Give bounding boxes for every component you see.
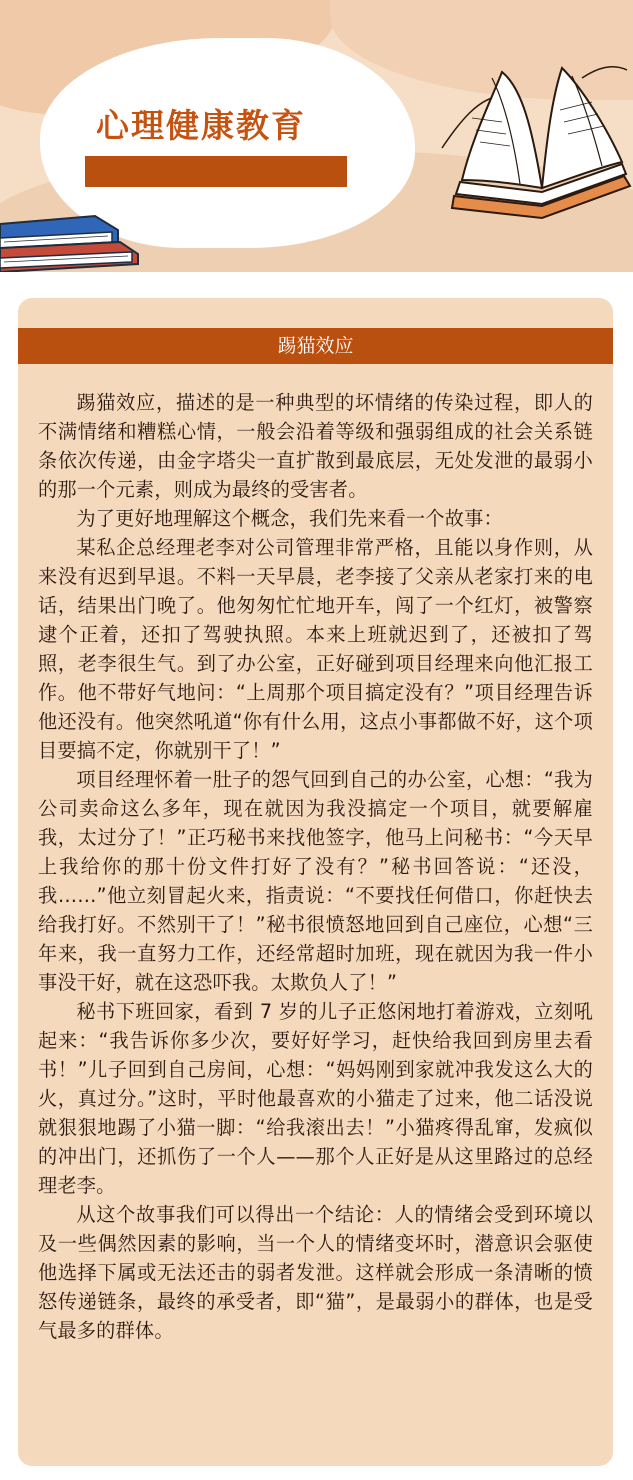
- paragraph-story-son: 秘书下班回家，看到 7 岁的儿子正悠闲地打着游戏，立刻吼起来：“我告诉你多少次，要好好学习，赶快给我回到房里去看书！”儿子回到自己房间，心想：“妈妈刚到家就冲我发这么大的火，真过分。”这时，平时他最喜欢的小猫走了过来，他二话没说就狠狠地踢了小猫一脚：“给我滚出去！”小猫疼得乱窜，发疯似的冲出门，还抓伤了一个人——那个人正好是从这里路过的总经理老李。: [38, 1000, 593, 1197]
- paragraph-story-secretary: 项目经理怀着一肚子的怨气回到自己的办公室，心想：“我为公司卖命这么多年，现在就因为我没搞定一个项目，就要解雇我，太过分了！”正巧秘书来找他签字，他马上问秘书：“今天早上我给你的那十份文件打好了没有？”秘书回答说：“还没，我……”他立刻冒起火来，指责说：“不要找任何借口，你赶快去给我打好。不然别干了！”秘书很愤怒地回到自己座位，心想“三年来，我一直努力工作，还经常超时加班，现在就因为我一件小事没干好，就在这恐吓我。太欺负人了！”: [38, 768, 593, 994]
- page-title: 心理健康教育: [96, 106, 306, 145]
- stacked-books-icon: [0, 196, 140, 272]
- header-banner: [0, 0, 633, 272]
- paragraph-conclusion: 从这个故事我们可以得出一个结论：人的情绪会受到环境以及一些偶然因素的影响，当一个人的情绪变坏时，潜意识会驱使他选择下属或无法还击的弱者发泄。这样就会形成一条清晰的愤怒传递链条，最终的承受者，即“猫”，是最弱小的群体，也是受气最多的群体。: [38, 1203, 593, 1342]
- paragraph-intro: 为了更好地理解这个概念，我们先来看一个故事：: [76, 507, 503, 530]
- open-book-icon: [432, 58, 632, 228]
- paragraph-story-manager: 某私企总经理老李对公司管理非常严格，且能以身作则，从来没有迟到早退。不料一天早晨，老李接了父亲从老家打来的电话，结果出门晚了。他匆匆忙忙地开车，闯了一个红灯，被警察逮个正着，还扣了驾驶执照。本来上班就迟到了，还被扣了驾照，老李很生气。到了办公室，正好碰到项目经理来向他汇报工作。他不带好气地问：“上周那个项目搞定没有？”项目经理告诉他还没有。他突然吼道“你有什么用，这点小事都做不好，这个项目要搞不定，你就别干了！”: [38, 536, 593, 762]
- section-header-bar: [18, 328, 613, 364]
- section-title: 踢猫效应: [277, 335, 354, 357]
- title-underline-bar: [85, 156, 347, 187]
- article-body: [38, 388, 593, 1345]
- paragraph-definition: 踢猫效应，描述的是一种典型的坏情绪的传染过程，即人的不满情绪和糟糕心情，一般会沿着等级和强弱组成的社会关系链条依次传递，由金字塔尖一直扩散到最底层，无处发泄的最弱小的那一个元素，则成为最终的受害者。: [38, 391, 593, 501]
